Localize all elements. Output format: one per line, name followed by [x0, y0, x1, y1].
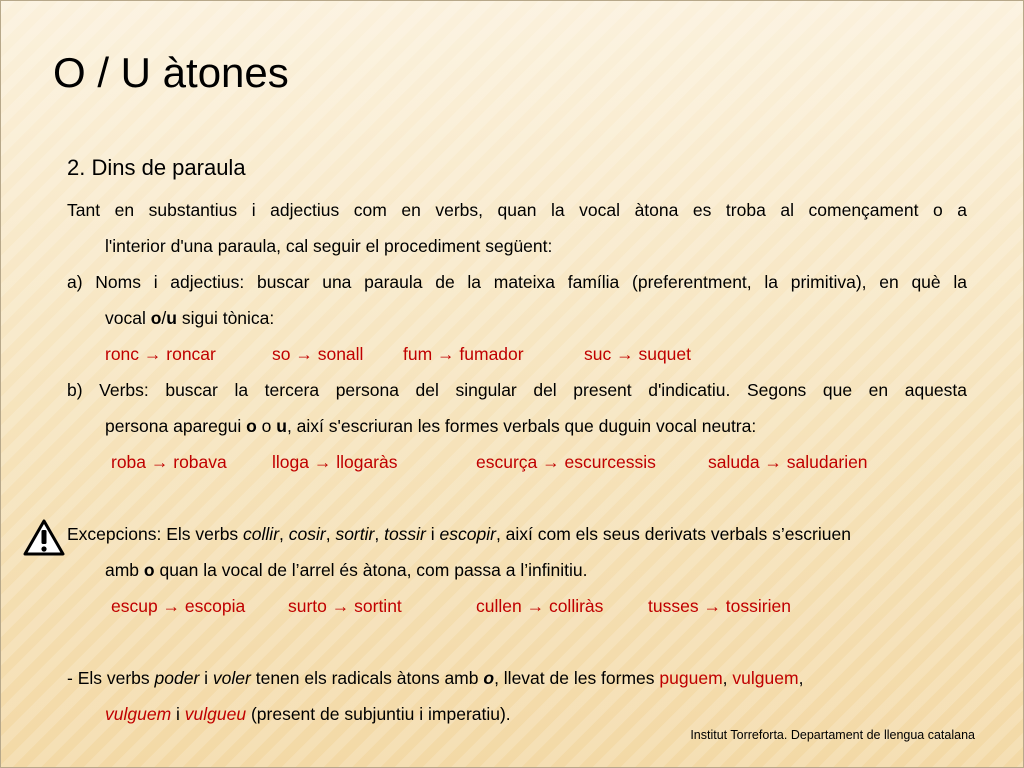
text-run: o — [246, 416, 257, 436]
text-run: , llevat de les formes — [494, 668, 660, 688]
text-run: vulgueu — [184, 704, 247, 724]
text-run: cosir — [288, 524, 326, 544]
example-item: cullen → colliràs — [476, 596, 604, 616]
text-run: o — [150, 308, 162, 328]
example-item: roba → robava — [111, 452, 227, 472]
text-run: collir — [243, 524, 280, 544]
text-run: Excepcions: Els verbs — [67, 524, 244, 544]
rule-b-line-2 — [67, 408, 967, 444]
text-run: vulguem — [105, 704, 172, 724]
slide-title: O / U àtones — [53, 49, 289, 96]
text-run: , així com els seus derivats verbals s’escriuen — [495, 524, 851, 544]
text-run: sigui tònica: — [177, 308, 275, 328]
text-run: sortir — [335, 524, 375, 544]
text-run: (present de subjuntiu i imperatiu). — [246, 704, 511, 724]
text-run: , — [279, 524, 289, 544]
rule-a-line-1: a) Noms i adjectius: buscar una paraula de la mateixa família (preferentment, la primitiva), en què la — [67, 272, 967, 292]
warning-triangle-icon — [23, 519, 65, 557]
text-run: poder — [154, 668, 200, 688]
text-run: , — [325, 524, 336, 544]
footer-credit: Institut Torreforta. Departament de llengua catalana — [690, 728, 975, 742]
example-item: escup → escopia — [111, 596, 246, 616]
text-run: o — [483, 668, 495, 688]
example-item: so → sonall — [272, 344, 364, 364]
text-run: escopir — [439, 524, 496, 544]
spacer — [67, 480, 967, 516]
text-run: tossir — [384, 524, 426, 544]
text-run: o — [256, 416, 277, 436]
rule-b-examples — [67, 444, 967, 480]
example-item: suc → suquet — [584, 344, 691, 364]
exceptions-line-2 — [67, 552, 967, 588]
poder-voler-line-1 — [67, 660, 967, 696]
text-run: amb — [105, 560, 144, 580]
text-run: , — [798, 668, 804, 688]
intro-line-2: l'interior d'una paraula, cal seguir el procediment següent: — [105, 236, 553, 256]
text-run: u — [276, 416, 287, 436]
text-run: vulguem — [732, 668, 799, 688]
spacer — [67, 624, 967, 660]
example-item: tusses → tossirien — [648, 596, 791, 616]
rule-a-examples — [67, 336, 967, 372]
example-item: fum → fumador — [403, 344, 524, 364]
text-run: i — [199, 668, 213, 688]
rule-b-line-1: b) Verbs: buscar la tercera persona del singular del present d'indicatiu. Segons que en aquesta — [67, 380, 967, 400]
text-run: , així s'escriuran les formes verbals que duguin vocal neutra: — [286, 416, 757, 436]
text-run: quan la vocal de l’arrel és àtona, com passa a l’infinitiu. — [154, 560, 588, 580]
exceptions-line-1 — [67, 516, 967, 552]
text-run: i — [171, 704, 185, 724]
example-item: saluda → saludarien — [708, 452, 868, 472]
text-run: i — [425, 524, 440, 544]
example-item: surto → sortint — [288, 596, 402, 616]
section-heading: 2. Dins de paraula — [67, 155, 246, 180]
text-run: , — [722, 668, 733, 688]
text-run: o — [143, 560, 155, 580]
example-item: ronc → roncar — [105, 344, 216, 364]
text-run: u — [166, 308, 177, 328]
example-item: lloga → llogaràs — [272, 452, 398, 472]
intro-line-1: Tant en substantius i adjectius com en verbs, quan la vocal àtona es troba al començament o a — [67, 200, 967, 220]
example-item: escurça → escurcessis — [476, 452, 656, 472]
text-run: , — [374, 524, 385, 544]
text-run: puguem — [659, 668, 723, 688]
text-run: persona aparegui — [105, 416, 247, 436]
text-run: tenen els radicals àtons amb — [250, 668, 484, 688]
poder-voler-line-2 — [67, 696, 967, 732]
text-run: vocal — [105, 308, 151, 328]
exceptions-examples — [67, 588, 967, 624]
slide-content — [67, 153, 967, 732]
rule-a-line-2 — [67, 300, 967, 336]
text-run: / — [161, 308, 167, 328]
text-run: voler — [212, 668, 251, 688]
text-run: - Els verbs — [67, 668, 155, 688]
